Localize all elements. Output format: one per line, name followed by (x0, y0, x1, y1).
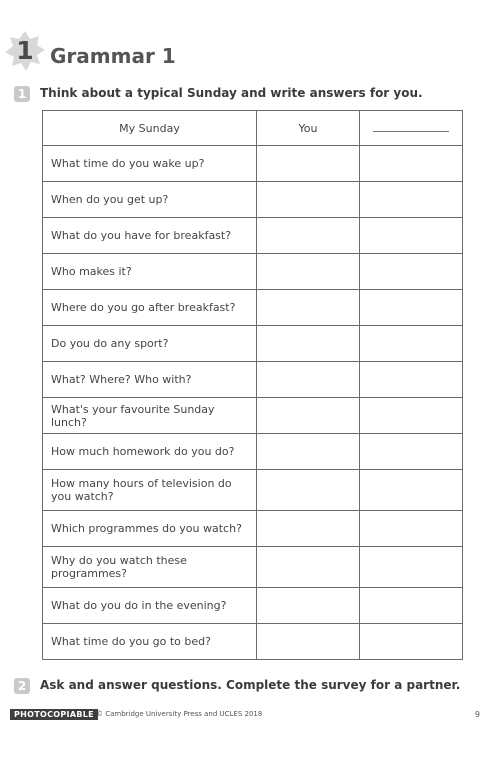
question-cell: What do you do in the evening? (43, 588, 257, 624)
answer-cell-partner[interactable] (360, 547, 463, 588)
question-cell: What? Where? Who with? (43, 362, 257, 398)
partner-name-blank[interactable] (373, 123, 449, 132)
answer-cell-partner[interactable] (360, 326, 463, 362)
answer-cell-partner[interactable] (360, 290, 463, 326)
table-header-row (43, 111, 463, 146)
answer-cell-you[interactable] (257, 182, 360, 218)
table-row (43, 434, 463, 470)
question-cell: Which programmes do you watch? (43, 511, 257, 547)
answer-cell-you[interactable] (257, 254, 360, 290)
question-cell: How many hours of television do you watch? (43, 470, 257, 511)
question-cell: What do you have for breakfast? (43, 218, 257, 254)
photocopiable-badge: PHOTOCOPIABLE (10, 709, 98, 720)
answer-cell-partner[interactable] (360, 434, 463, 470)
question-cell: Why do you watch these programmes? (43, 547, 257, 588)
table-row (43, 511, 463, 547)
table-row (43, 362, 463, 398)
answer-cell-partner[interactable] (360, 362, 463, 398)
answer-cell-partner[interactable] (360, 588, 463, 624)
question-cell: What's your favourite Sunday lunch? (43, 398, 257, 434)
answer-cell-you[interactable] (257, 511, 360, 547)
unit-badge (4, 30, 46, 72)
question-cell: What time do you wake up? (43, 146, 257, 182)
question-cell: When do you get up? (43, 182, 257, 218)
answer-cell-partner[interactable] (360, 182, 463, 218)
exercise-number: 1 (14, 86, 30, 102)
exercise-number: 2 (14, 678, 30, 694)
answer-cell-partner[interactable] (360, 511, 463, 547)
answer-cell-you[interactable] (257, 434, 360, 470)
table-row (43, 624, 463, 660)
column-header-you: You (257, 111, 360, 146)
page-title: Grammar 1 (50, 44, 176, 68)
table-row (43, 290, 463, 326)
table-row (43, 218, 463, 254)
table-row (43, 146, 463, 182)
survey-table (42, 110, 463, 660)
table-row (43, 547, 463, 588)
exercise-instruction: Ask and answer questions. Complete the survey for a partner. (40, 678, 461, 692)
page-footer (10, 709, 480, 723)
answer-cell-partner[interactable] (360, 624, 463, 660)
table-row (43, 398, 463, 434)
table-row (43, 254, 463, 290)
table-row (43, 588, 463, 624)
answer-cell-you[interactable] (257, 547, 360, 588)
answer-cell-you[interactable] (257, 470, 360, 511)
answer-cell-partner[interactable] (360, 470, 463, 511)
answer-cell-you[interactable] (257, 362, 360, 398)
answer-cell-partner[interactable] (360, 218, 463, 254)
answer-cell-you[interactable] (257, 218, 360, 254)
answer-cell-you[interactable] (257, 326, 360, 362)
question-cell: How much homework do you do? (43, 434, 257, 470)
page-number: 9 (474, 710, 480, 719)
answer-cell-partner[interactable] (360, 146, 463, 182)
answer-cell-partner[interactable] (360, 254, 463, 290)
answer-cell-you[interactable] (257, 146, 360, 182)
question-cell: Where do you go after breakfast? (43, 290, 257, 326)
table-row (43, 470, 463, 511)
question-cell: Who makes it? (43, 254, 257, 290)
table-row (43, 182, 463, 218)
answer-cell-you[interactable] (257, 588, 360, 624)
column-header-partner (360, 111, 463, 146)
unit-number: 1 (16, 36, 34, 65)
exercise-instruction: Think about a typical Sunday and write answers for you. (40, 86, 423, 100)
question-cell: Do you do any sport? (43, 326, 257, 362)
answer-cell-you[interactable] (257, 624, 360, 660)
copyright-notice: © Cambridge University Press and UCLES 2018 (96, 710, 263, 718)
answer-cell-you[interactable] (257, 290, 360, 326)
answer-cell-you[interactable] (257, 398, 360, 434)
question-cell: What time do you go to bed? (43, 624, 257, 660)
table-row (43, 326, 463, 362)
answer-cell-partner[interactable] (360, 398, 463, 434)
column-header-my-sunday: My Sunday (43, 111, 257, 146)
